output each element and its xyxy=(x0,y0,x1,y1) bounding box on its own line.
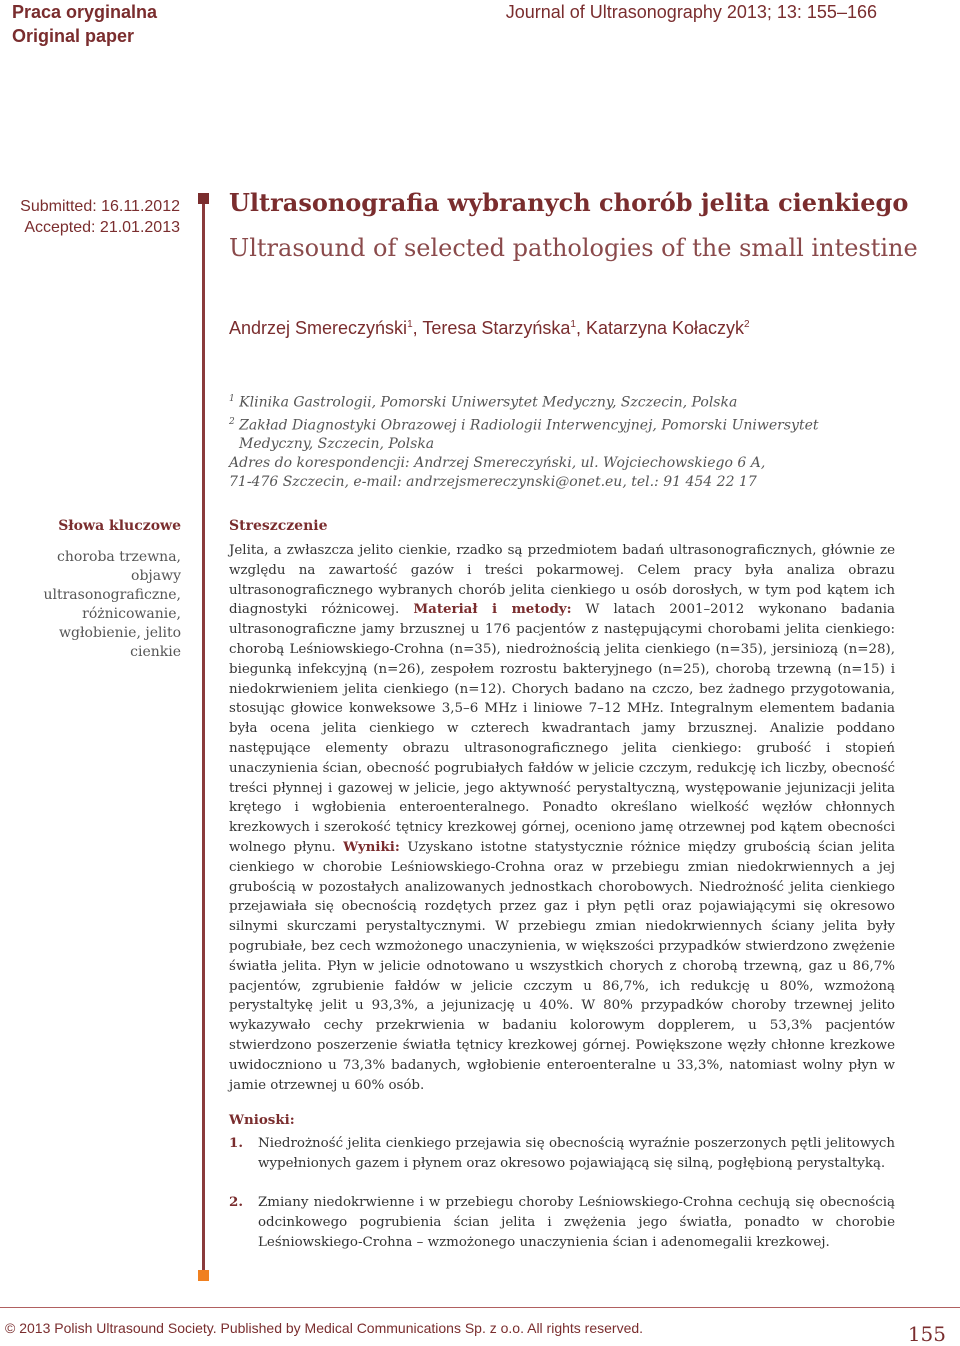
rule-marker-top xyxy=(198,193,209,204)
correspondence-line-2: 71-476 Szczecin, e-mail: andrzejsmereczynski@onet.eu, tel.: 91 454 22 17 xyxy=(229,474,757,491)
conclusion-text: Niedrożność jelita cienkiego przejawia się obecnością wyraźnie poszerzonych pętli jelitowych wypełnionych gazem i płynem oraz okresowo pojawiającą się silną, pogłębioną perystaltyką. xyxy=(258,1136,895,1171)
title-english: Ultrasound of selected pathologies of the small intestine xyxy=(229,234,918,262)
title-polish: Ultrasonografia wybranych chorób jelita cienkiego xyxy=(229,188,909,217)
journal-reference: Journal of Ultrasonography 2013; 13: 155–166 xyxy=(505,2,877,22)
author-affiliation-sup: 2 xyxy=(744,319,750,330)
affiliation-2 xyxy=(229,413,869,436)
affiliations xyxy=(229,390,869,492)
affiliation-2-cont: Medyczny, Szczecin, Polska xyxy=(239,436,435,453)
affiliation-sup: 2 xyxy=(229,416,235,427)
page-number: 155 xyxy=(907,1322,946,1346)
author-name: Katarzyna Kołaczyk xyxy=(585,318,745,338)
keywords-text: choroba trzewna, objawy ultrasonograficzne, różnicowanie, wgłobienie, jelito cienkie xyxy=(43,549,181,660)
keywords-title: Słowa kluczowe xyxy=(58,518,181,534)
rule-marker-bottom xyxy=(198,1270,209,1281)
abstract-title: Streszczenie xyxy=(229,518,328,534)
section-label-en: Original paper xyxy=(12,26,135,46)
section-label xyxy=(12,0,157,48)
author-name: Andrzej Smereczyński xyxy=(229,318,408,338)
section-label-pl: Praca oryginalna xyxy=(12,2,158,22)
abstract-text: W latach 2001–2012 wykonano badania ultrasonograficzne jamy brzusznej u 176 pacjentów z następującymi chorobami jelita cienkiego: chorobą Leśniowskiego-Crohna (n=35), niedrożnością jelita cienkiego (n=35), jersiniozą (n=28), biegunką infekcyjną (n=26), zespołem rozrostu bakteryjnego (n=25), chorobą trzewną (n=15) i niedokrwieniem jelita cienkiego (n=12). Chorych badano na czczo, bez żadnego przygotowania, stosując głowice konweksowe 3,5–6 MHz i liniowe 7–12 MHz. Integralnym elementem badania była ocena jelita cienkiego w czterech kwadrantach jamy brzusznej. Analizie poddano następujące elementy obrazu ultrasonograficznego jelita cienkiego: grubość i stopień unaczynienia ścian, obecność pogrubiałych fałdów w jelicie czczym, redukcję ich liczby, obecność treści płynnej i gazowej w jelicie, jego aktywność perystaltyczną, występowanie jejunizacji jelita krętego i wgłobienia enteroenteralnego. Ponadto określano wielkość węzłów chłonnych krezkowych i szerokość tętnicy krezkowej górnej, oceniono jamę otrzewnej pod kątem obecności wolnego płynu. xyxy=(229,602,895,855)
author-list xyxy=(229,318,750,339)
keywords-box xyxy=(15,518,181,662)
results-label: Wyniki: xyxy=(343,838,400,855)
conclusions-label: Wnioski: xyxy=(229,1112,295,1128)
author-affiliation-sup: 1 xyxy=(407,319,413,330)
abstract-text: Uzyskano istotne statystycznie różnice między grubością ścian jelita cienkiego w chorobie Leśniowskiego-Crohna oraz w przebiegu zmian niedokrwiennych a jej grubością w pozostałych analizowanych jednostkach chorobowych. Niedrożność jelita cienkiego przejawiała się obecnością rozdętych przez gaz i płyn pętli oraz pojawiającymi się okresowo silnymi skurczami perystaltycznymi. W przebiegu zmian niedokrwiennych ściany jelita były pogrubiałe, bez cech wzmożonego unaczynienia, w większości przypadków stwierdzono zwężenie światła jelita. Płyn w jelicie odnotowano u wszystkich chorych z chorobą trzewną, gaz u 86,7% pacjentów, zgrubienie fałdów w jelicie czczym u 86,7%, ich redukcję u 80%, wzmożoną perystaltykę jelit u 93,3%, a jejunizację u 40%. W 80% przypadków choroby trzewnej jelito wykazywało cechy przekrwienia w badaniu kolorowym dopplerem, u 53,3% pacjentów stwierdzono poszerzenie światła tętnicy krezkowej górnej. Powiększone węzły chłonne krezkowe uwidoczniono u 73,3% badanych, wgłobienie enteroenteralne u 33,3%, natomiast wolny płyn w jamie otrzewnej u 60% osób. xyxy=(229,839,895,1093)
submission-dates xyxy=(10,196,180,238)
copyright-notice: © 2013 Polish Ultrasound Society. Published by Medical Communications Sp. z o.o. All rights reserved. xyxy=(5,1320,644,1336)
conclusion-item xyxy=(229,1134,895,1174)
abstract-text: Jelita, a zwłaszcza jelito cienkie, rzadko są przedmiotem badań ultrasonograficznych, głównie ze względu na zawartość gazów i treści pokarmowej. Celem pracy była analiza obrazu ultrasonograficznego wybranych chorób jelita cienkiego u osób dorosłych, w tym pod kątem ich diagnostyki różnicowej. xyxy=(229,543,895,618)
methods-label: Materiał i metody: xyxy=(413,601,572,618)
affiliation-sup: 1 xyxy=(229,394,235,404)
conclusion-text: Zmiany niedokrwienne i w przebiegu choroby Leśniowskiego-Crohna cechują się obecnością odcinkowego pogrubienia ścian jelita i zwężenia jego światła, ponadto w chorobie Leśniowskiego-Crohna – wzmożonego unaczynienia ścian i adenomegalii krezkowej. xyxy=(258,1195,895,1250)
author-separator: , xyxy=(575,318,586,338)
vertical-rule xyxy=(202,200,205,1280)
accepted-date: Accepted: 21.01.2013 xyxy=(24,219,180,236)
conclusion-item xyxy=(229,1193,895,1252)
conclusion-number: 2. xyxy=(229,1194,243,1210)
abstract-body xyxy=(229,541,895,1095)
author-separator: , xyxy=(412,318,423,338)
affiliation-1 xyxy=(229,390,869,413)
author-affiliation-sup: 1 xyxy=(570,319,576,330)
conclusion-number: 1. xyxy=(229,1135,243,1151)
affiliation-text: Klinika Gastrologii, Pomorski Uniwersytet Medyczny, Szczecin, Polska xyxy=(234,394,738,411)
footer-divider xyxy=(0,1307,960,1308)
correspondence-line-1: Adres do korespondencji: Andrzej Smereczyński, ul. Wojciechowskiego 6 A, xyxy=(229,455,766,472)
affiliation-text: Zakład Diagnostyki Obrazowej i Radiologii Interwencyjnej, Pomorski Uniwersytet xyxy=(234,417,819,434)
author-name: Teresa Starzyńska xyxy=(422,318,571,338)
submitted-date: Submitted: 16.11.2012 xyxy=(20,198,180,215)
